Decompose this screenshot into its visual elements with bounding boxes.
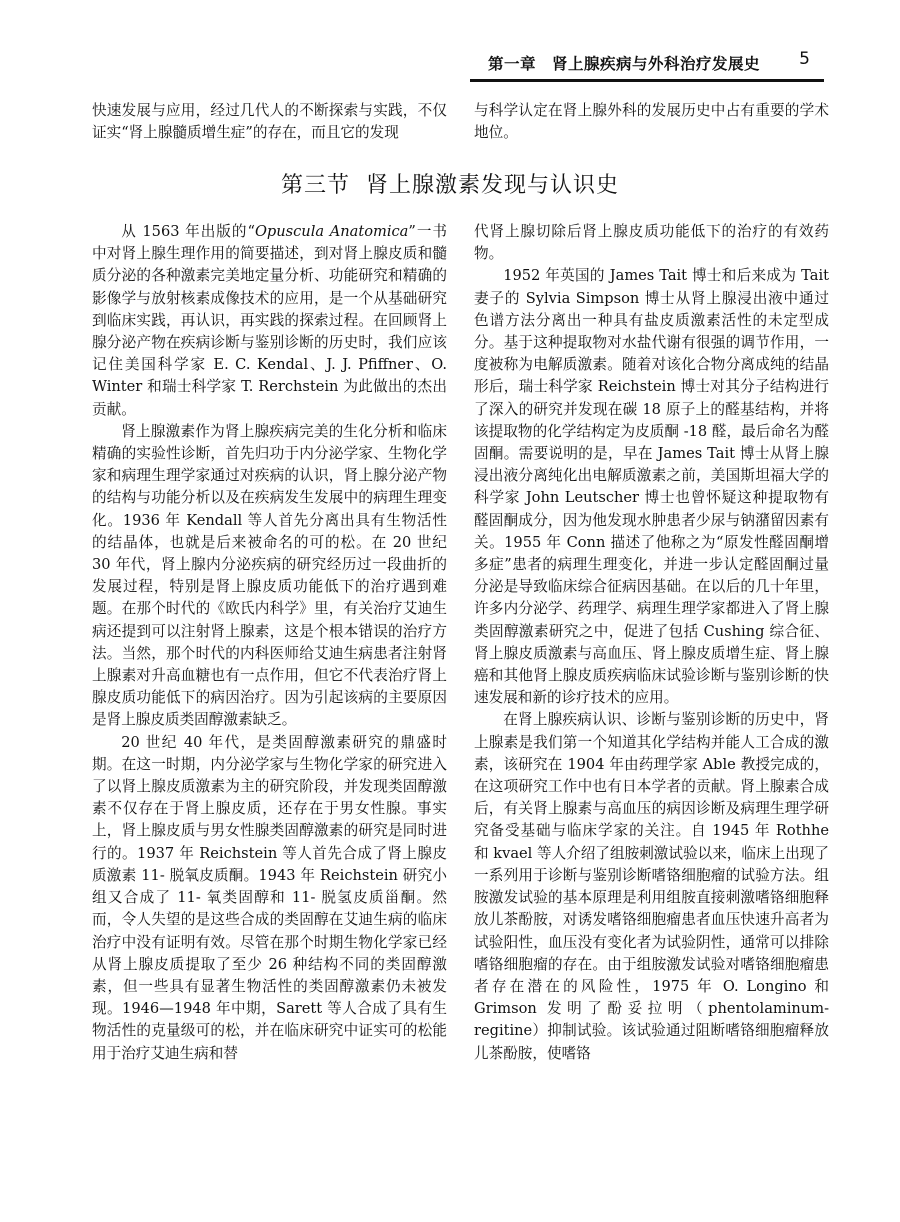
section-title: 肾上腺激素发现与认识史	[366, 173, 620, 198]
paragraph	[92, 221, 447, 421]
paragraph: 肾上腺激素作为肾上腺疾病完美的生化分析和临床精确的实验性诊断，首先归功于内分泌学家、生物化学家和病理生理学家通过对疾病的认识，肾上腺分泌产物的结构与功能分析以及在疾病发生发展中的病理生理变化。1936 年 Kendall 等人首先分离出具有生物活性的结晶体，也就是后来被命名的可的松。在 20 世纪 30 年代，肾上腺内分泌疾病的研究经历过一段曲折的发展过程，特别是肾上腺皮质功能低下的治疗遇到难题。在那个时代的《欧氏内科学》里，有关治疗艾迪生病还提到可以注射肾上腺素，这是个根本错误的治疗方法。当然，那个时代的内科医师给艾迪生病患者注射肾上腺素对升高血糖也有一点作用，但它不代表治疗肾上腺皮质功能低下的病因治疗。因为引起该病的主要原因是肾上腺皮质类固醇激素缺乏。	[92, 422, 447, 729]
header-rule	[470, 79, 824, 82]
intro-left-text: 快速发展与应用，经过几代人的不断探索与实践，不仅证实“肾上腺髓质增生症”的存在，而且它的发现	[92, 102, 447, 142]
book-title: Opuscula Anatomica	[254, 223, 409, 240]
paragraph-text: 从 1563 年出版的“	[121, 223, 255, 240]
paragraph: 20 世纪 40 年代，是类固醇激素研究的鼎盛时期。在这一时期，内分泌学家与生物化学家的研究进入了以肾上腺皮质激素为主的研究阶段，并发现类固醇激素不仅存在于肾上腺皮质，还存在于男女性腺。事实上，肾上腺皮质与男女性腺类固醇激素的研究是同时进行的。1937 年 Reichstein 等人首先合成了肾上腺皮质激素 11- 脱氧皮质酮。1943 年 Reichstein 研究小组又合成了 11- 氧类固醇和 11- 脱氢皮质甾酮。然而，令人失望的是这些合成的类固醇在艾迪生病的临床治疗中没有证明有效。尽管在那个时期生物化学家已经从肾上腺皮质提取了至少 26 种结构不同的类固醇激素，但一些具有显著生物活性的类固醇激素仍未被发现。1946—1948 年中期，Sarett 等人合成了具有生物活性的克量级可的松，并在临床研究中证实可的松能用于治疗艾迪生病和替	[92, 733, 447, 1062]
section-heading	[0, 168, 900, 199]
intro-left-column	[92, 100, 447, 144]
right-column	[474, 221, 829, 1065]
paragraph-continued: 代肾上腺切除后肾上腺皮质功能低下的治疗的有效药物。	[474, 223, 829, 263]
paragraph-text: ”一书中对肾上腺生理作用的简要描述，到对肾上腺皮质和髓质分泌的各种激素完美地定量分析、功能研究和精确的影像学与放射核素成像技术的应用，是一个从基础研究到临床实践，再认识，再实践的探索过程。在回顾肾上腺分泌产物在疾病诊断与鉴别诊断的历史时，我们应该记住美国科学家 E. C. Kendal、J. J. Pfiffner、O. Winter 和瑞士科学家 T. Rerchstein 为此做出的杰出贡献。	[92, 223, 447, 418]
page-number: 5	[799, 49, 810, 69]
running-head	[470, 48, 832, 78]
intro-right-column	[474, 100, 829, 144]
intro-right-text: 与科学认定在肾上腺外科的发展历史中占有重要的学术地位。	[474, 102, 829, 142]
section-number: 第三节	[280, 173, 350, 198]
paragraph: 在肾上腺疾病认识、诊断与鉴别诊断的历史中，肾上腺素是我们第一个知道其化学结构并能人工合成的激素，该研究在 1904 年由药理学家 Able 教授完成的，在这项研究工作中也有日本学者的贡献。肾上腺素合成后，有关肾上腺素与高血压的病因诊断及病理生理学研究备受基础与临床学家的关注。自 1945 年 Rothhe 和 kvael 等人介绍了组胺刺激试验以来，临床上出现了一系列用于诊断与鉴别诊断嗜铬细胞瘤的试验方法。组胺激发试验的基本原理是利用组胺直接刺激嗜铬细胞释放儿茶酚胺，对诱发嗜铬细胞瘤患者血压快速升高者为试验阳性，血压没有变化者为试验阴性，通常可以排除嗜铬细胞瘤的存在。由于组胺激发试验对嗜铬细胞瘤患者存在潜在的风险性，1975 年 O. Longino 和 Grimson 发明了酚妥拉明（phentolaminum-regitine）抑制试验。该试验通过阻断嗜铬细胞瘤释放儿茶酚胺，使嗜铬	[474, 711, 829, 1062]
paragraph: 1952 年英国的 James Tait 博士和后来成为 Tait 妻子的 Sylvia Simpson 博士从肾上腺浸出液中通过色谱方法分离出一种具有盐皮质激素活性的未定型成分。基于这种提取物对水盐代谢有很强的调节作用，一度被称为电解质激素。随着对该化合物分离成纯的结晶形后，瑞士科学家 Reichstein 博士对其分子结构进行了深入的研究并发现在碳 18 原子上的醛基结构，并将该提取物的化学结构定为皮质酮 -18 醛，最后命名为醛固酮。需要说明的是，早在 James Tait 博士从肾上腺浸出液分离纯化出电解质激素之前，美国斯坦福大学的科学家 John Leutscher 博士也曾怀疑这种提取物有醛固酮成分，因为他发现水肿患者少尿与钠潴留因素有关。1955 年 Conn 描述了他称之为“原发性醛固酮增多症”患者的病理生理变化，并进一步认定醛固酮过量分泌是导致临床综合征病因基础。在以后的几十年里，许多内分泌学、药理学、病理生理学家都进入了肾上腺类固醇激素研究之中，促进了包括 Cushing 综合征、肾上腺皮质激素与高血压、肾上腺皮质增生症、肾上腺癌和其他肾上腺皮质疾病临床试验诊断与鉴别诊断的快速发展和新的诊疗技术的应用。	[474, 267, 829, 707]
chapter-title: 第一章 肾上腺疾病与外科治疗发展史	[488, 55, 761, 73]
left-column	[92, 221, 447, 1065]
